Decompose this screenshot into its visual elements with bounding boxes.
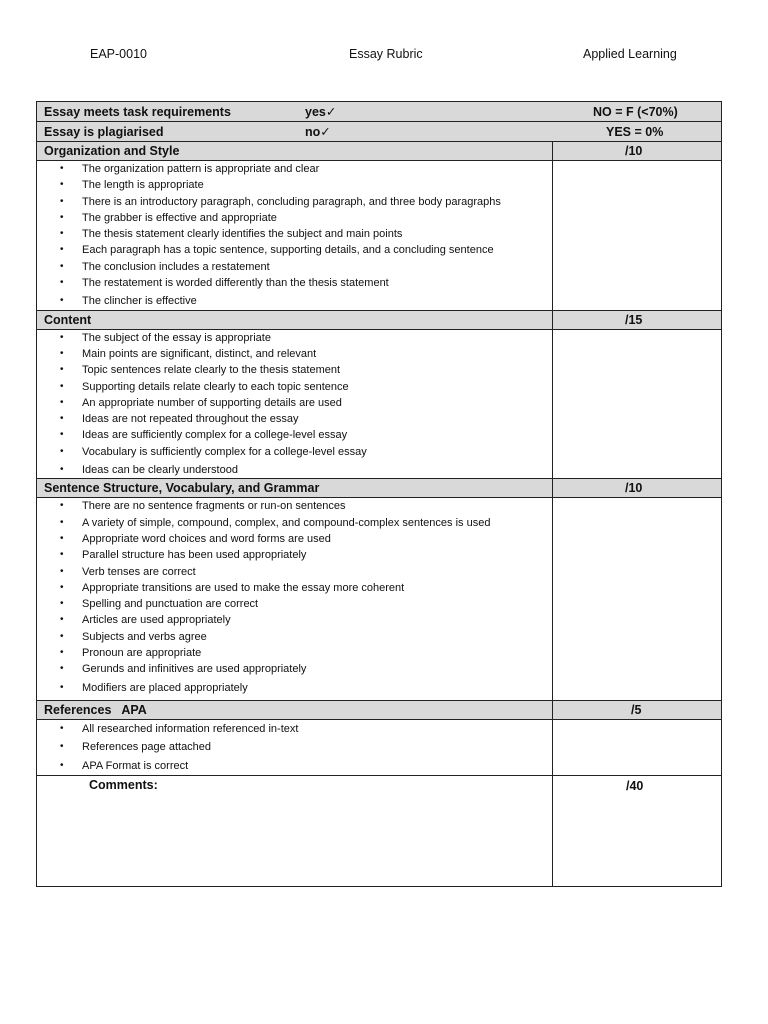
bullet-icon: •: [60, 581, 64, 593]
criterion-item: [37, 757, 552, 776]
section-score: /10: [625, 144, 643, 158]
plagiarism-row: [37, 122, 721, 142]
criteria-list: [37, 161, 552, 310]
criterion-text: There are no sentence fragments or run-on sentences: [82, 500, 346, 513]
criteria-list: [37, 498, 552, 696]
bullet-icon: •: [60, 464, 64, 476]
criterion-text: Spelling and punctuation are correct: [82, 598, 259, 611]
criterion-text: The organization pattern is appropriate and clear: [82, 163, 320, 175]
criterion-text: The thesis statement clearly identifies the subject and main points: [82, 228, 403, 241]
bullet-icon: •: [60, 663, 64, 675]
criterion-text: Subjects and verbs agree: [82, 630, 207, 643]
bullet-icon: •: [60, 380, 64, 392]
bullet-icon: •: [60, 364, 64, 376]
bullet-icon: •: [60, 630, 64, 642]
criterion-text: Supporting details relate clearly to each topic sentence: [82, 380, 349, 393]
bullet-icon: •: [60, 244, 64, 256]
criterion-item: [37, 720, 552, 739]
criterion-text: References page attached: [82, 741, 212, 754]
criterion-item: [37, 411, 552, 427]
criterion-text: The subject of the essay is appropriate: [82, 331, 271, 344]
bullet-icon: •: [60, 413, 64, 425]
criterion-item: [37, 612, 552, 628]
criterion-item: [37, 259, 552, 275]
plagiarism-label: Essay is plagiarised: [44, 124, 164, 139]
total-score: /40: [626, 779, 644, 794]
score-cell: [553, 330, 721, 479]
bullet-icon: •: [60, 500, 64, 512]
score-cell: [553, 720, 721, 776]
criterion-text: All researched information referenced in-text: [82, 722, 299, 735]
task-requirements-rule: NO = F (<70%): [593, 104, 678, 119]
bullet-icon: •: [60, 396, 64, 408]
bullet-icon: •: [60, 722, 64, 734]
rubric-table: [36, 101, 722, 887]
criterion-text: A variety of simple, compound, complex, and compound-complex sentences is used: [82, 516, 491, 529]
criterion-text: The clincher is effective: [82, 295, 197, 308]
bullet-icon: •: [60, 347, 64, 359]
score-cell: [553, 161, 721, 310]
criterion-text: Parallel structure has been used appropriately: [82, 549, 307, 562]
criterion-text: Vocabulary is sufficiently complex for a college-level essay: [82, 445, 367, 458]
section-score: /5: [631, 702, 642, 717]
document-title: Essay Rubric: [349, 47, 423, 61]
criterion-item: [37, 444, 552, 460]
criterion-text: Modifiers are placed appropriately: [82, 681, 248, 694]
criterion-text: Each paragraph has a topic sentence, supporting details, and a concluding sentence: [82, 244, 494, 257]
section-header: [37, 142, 721, 161]
criterion-text: The length is appropriate: [82, 179, 204, 192]
bullet-icon: •: [60, 532, 64, 544]
criterion-item: [37, 629, 552, 645]
bullet-icon: •: [60, 445, 64, 457]
bullet-icon: •: [60, 598, 64, 610]
criterion-text: The conclusion includes a restatement: [82, 260, 270, 273]
bullet-icon: •: [60, 260, 64, 272]
criterion-text: Pronoun are appropriate: [82, 647, 202, 660]
criterion-text: Main points are significant, distinct, and relevant: [82, 347, 317, 360]
criterion-item: [37, 293, 552, 309]
section-header: [37, 701, 721, 720]
criterion-text: The restatement is worded differently than the thesis statement: [82, 277, 389, 290]
criterion-text: Verb tenses are correct: [82, 565, 196, 578]
section-criteria-row: [37, 720, 721, 777]
criterion-text: Ideas can be clearly understood: [82, 464, 238, 477]
program-name: Applied Learning: [583, 47, 677, 61]
bullet-icon: •: [60, 163, 64, 174]
criterion-text: APA Format is correct: [82, 759, 189, 772]
criterion-text: Topic sentences relate clearly to the thesis statement: [82, 364, 341, 377]
criterion-text: The grabber is effective and appropriate: [82, 211, 277, 224]
bullet-icon: •: [60, 295, 64, 307]
bullet-icon: •: [60, 565, 64, 577]
criterion-text: Ideas are sufficiently complex for a college-level essay: [82, 429, 348, 442]
bullet-icon: •: [60, 741, 64, 753]
criterion-item: [37, 547, 552, 563]
section-header: [37, 479, 721, 498]
criterion-item: [37, 395, 552, 411]
criterion-item: [37, 210, 552, 226]
task-requirements-value: yes✓: [305, 105, 337, 119]
bullet-icon: •: [60, 228, 64, 240]
bullet-icon: •: [60, 179, 64, 191]
section-title: Sentence Structure, Vocabulary, and Grammar: [44, 481, 320, 496]
plagiarism-rule: YES = 0%: [606, 124, 664, 139]
criterion-text: Ideas are not repeated throughout the essay: [82, 413, 299, 426]
criterion-item: [37, 645, 552, 661]
plagiarism-value: no✓: [305, 125, 331, 139]
criteria-list: [37, 330, 552, 479]
bullet-icon: •: [60, 195, 64, 207]
criterion-item: [37, 515, 552, 531]
criterion-item: [37, 379, 552, 395]
criterion-text: Appropriate word choices and word forms are used: [82, 532, 331, 545]
criterion-item: [37, 427, 552, 443]
bullet-icon: •: [60, 614, 64, 626]
criterion-text: An appropriate number of supporting details are used: [82, 396, 342, 409]
comments-label: Comments:: [89, 778, 158, 793]
bullet-icon: •: [60, 647, 64, 659]
criterion-item: [37, 596, 552, 612]
criterion-item: [37, 177, 552, 193]
section-score: /10: [625, 481, 643, 496]
criterion-item: [37, 661, 552, 677]
comments-row: [37, 776, 721, 886]
criterion-item: [37, 531, 552, 547]
criterion-item: [37, 680, 552, 696]
section-title: References APA: [44, 702, 147, 717]
bullet-icon: •: [60, 331, 64, 343]
task-requirements-row: [37, 102, 721, 122]
criterion-item: [37, 330, 552, 346]
section-header: [37, 311, 721, 330]
task-requirements-label: Essay meets task requirements: [44, 104, 231, 119]
criterion-item: [37, 362, 552, 378]
criterion-text: Articles are used appropriately: [82, 614, 231, 627]
section-criteria-row: [37, 330, 721, 480]
bullet-icon: •: [60, 429, 64, 441]
section-criteria-row: [37, 161, 721, 311]
section-criteria-row: [37, 498, 721, 701]
bullet-icon: •: [60, 277, 64, 289]
bullet-icon: •: [60, 759, 64, 771]
criterion-text: Appropriate transitions are used to make the essay more coherent: [82, 581, 405, 594]
bullet-icon: •: [60, 516, 64, 528]
criteria-list: [37, 720, 552, 776]
criterion-item: [37, 738, 552, 757]
criterion-item: [37, 194, 552, 210]
criterion-text: Gerunds and infinitives are used appropriately: [82, 663, 307, 676]
score-cell: [553, 498, 721, 700]
criterion-item: [37, 346, 552, 362]
criterion-item: [37, 462, 552, 478]
criterion-text: There is an introductory paragraph, concluding paragraph, and three body paragraphs: [82, 195, 501, 208]
criterion-item: [37, 161, 552, 177]
section-title: Organization and Style: [44, 144, 180, 158]
criterion-item: [37, 580, 552, 596]
course-code: EAP-0010: [90, 47, 147, 61]
section-score: /15: [625, 312, 643, 327]
criterion-item: [37, 242, 552, 258]
bullet-icon: •: [60, 549, 64, 561]
section-title: Content: [44, 312, 92, 327]
criterion-item: [37, 275, 552, 291]
bullet-icon: •: [60, 681, 64, 693]
criterion-item: [37, 226, 552, 242]
bullet-icon: •: [60, 211, 64, 223]
criterion-item: [37, 498, 552, 514]
criterion-item: [37, 564, 552, 580]
